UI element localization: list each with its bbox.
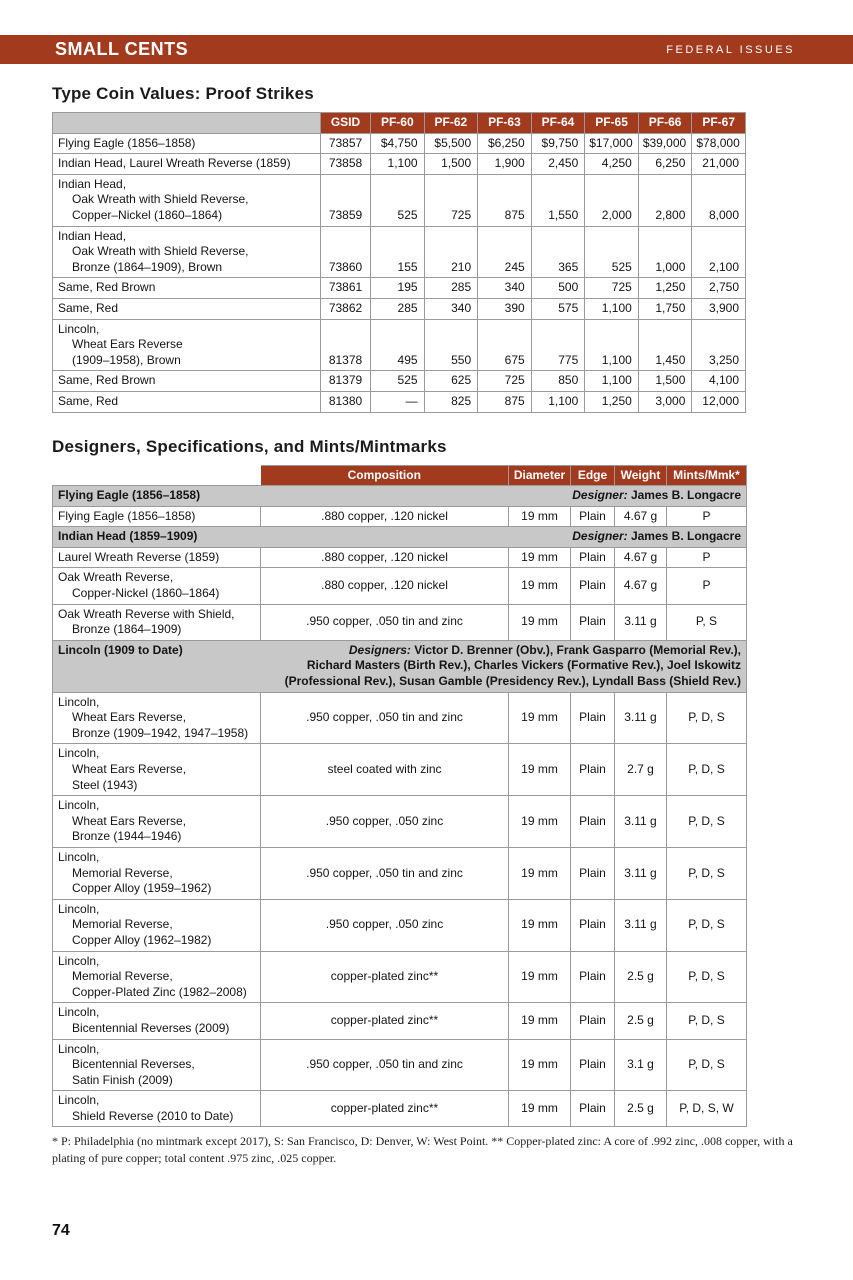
edge-cell: Plain — [571, 1091, 615, 1127]
edge-cell: Plain — [571, 692, 615, 744]
coin-name-line: Same, Red — [58, 393, 119, 408]
gsid-cell: 81378 — [321, 319, 371, 371]
value-cell: 3,000 — [638, 391, 692, 412]
coin-name-cell — [53, 692, 261, 744]
section-name: Indian Head (1859–1909) — [58, 529, 198, 544]
value-cell: 550 — [424, 319, 478, 371]
coin-name-line: Satin Finish (2009) — [72, 1072, 173, 1087]
diameter-cell: 19 mm — [509, 744, 571, 796]
value-cell: $6,250 — [478, 133, 532, 154]
weight-cell: 3.11 g — [615, 796, 667, 848]
value-cell: 6,250 — [638, 154, 692, 175]
designer-credit — [193, 643, 741, 690]
value-cell: 285 — [371, 298, 425, 319]
value-cell: 2,750 — [692, 278, 746, 299]
coin-name-line: Lincoln, — [58, 1005, 100, 1020]
mints-cell: P, D, S — [667, 951, 747, 1003]
composition-cell: .950 copper, .050 zinc — [261, 796, 509, 848]
coin-name-cell — [53, 951, 261, 1003]
diameter-cell: 19 mm — [509, 506, 571, 527]
coin-name-cell — [53, 506, 261, 527]
composition-cell: .880 copper, .120 nickel — [261, 506, 509, 527]
section-header-wrap — [58, 643, 741, 690]
edge-cell: Plain — [571, 899, 615, 951]
edge-cell: Plain — [571, 1003, 615, 1039]
weight-cell: 3.11 g — [615, 604, 667, 640]
value-cell: 495 — [371, 319, 425, 371]
proof-col-header: PF-64 — [531, 113, 585, 134]
table-row — [53, 371, 746, 392]
page-section-title: SMALL CENTS — [55, 39, 189, 59]
value-cell: 825 — [424, 391, 478, 412]
coin-name-cell — [53, 154, 321, 175]
section-header-wrap — [58, 529, 741, 545]
coin-name-cell — [53, 899, 261, 951]
coin-name-line: Steel (1943) — [72, 777, 138, 792]
mints-cell: P, D, S — [667, 744, 747, 796]
diameter-cell: 19 mm — [509, 1091, 571, 1127]
composition-cell: copper-plated zinc** — [261, 1003, 509, 1039]
proof-table-body — [53, 133, 746, 412]
value-cell: 390 — [478, 298, 532, 319]
coin-name-cell — [53, 568, 261, 604]
coin-name-line: Memorial Reverse, — [72, 969, 173, 984]
mints-cell: P, S — [667, 604, 747, 640]
edge-cell: Plain — [571, 604, 615, 640]
edge-cell: Plain — [571, 847, 615, 899]
proof-table-header-row — [53, 113, 746, 134]
coin-name-line: Copper-Plated Zinc (1982–2008) — [72, 984, 247, 999]
coin-name-line: Bronze (1864–1909), Brown — [72, 259, 223, 274]
value-cell: 850 — [531, 371, 585, 392]
value-cell: 500 — [531, 278, 585, 299]
coin-name-line: Oak Wreath Reverse, — [58, 570, 174, 585]
coin-name-cell — [53, 133, 321, 154]
edge-cell: Plain — [571, 547, 615, 568]
value-cell: 2,800 — [638, 174, 692, 226]
weight-cell: 3.11 g — [615, 692, 667, 744]
table-row — [53, 744, 747, 796]
mints-cell: P, D, S — [667, 847, 747, 899]
coin-name-line: Same, Red Brown — [58, 280, 156, 295]
value-cell: 1,750 — [638, 298, 692, 319]
value-cell: 1,250 — [638, 278, 692, 299]
mints-cell: P, D, S — [667, 692, 747, 744]
coin-name-cell — [53, 1091, 261, 1127]
coin-name-line: Copper Alloy (1959–1962) — [72, 881, 212, 896]
section-header-cell — [53, 486, 747, 507]
value-cell: 1,500 — [638, 371, 692, 392]
weight-cell: 2.7 g — [615, 744, 667, 796]
designer-credit — [210, 488, 741, 504]
spec-table-header-row — [53, 465, 747, 486]
coin-name-line: Wheat Ears Reverse, — [72, 813, 187, 828]
diameter-cell: 19 mm — [509, 1039, 571, 1091]
coin-name-line: Bronze (1864–1909) — [72, 622, 182, 637]
value-cell: 340 — [478, 278, 532, 299]
value-cell: 285 — [424, 278, 478, 299]
diameter-cell: 19 mm — [509, 547, 571, 568]
table-row — [53, 1003, 747, 1039]
table-row — [53, 1091, 747, 1127]
table-row — [53, 278, 746, 299]
weight-cell: 2.5 g — [615, 951, 667, 1003]
spec-blank-header — [53, 465, 261, 486]
value-cell: 525 — [371, 174, 425, 226]
value-cell: — — [371, 391, 425, 412]
coin-name-cell — [53, 174, 321, 226]
spec-table — [52, 465, 747, 1128]
coin-name-line: Shield Reverse (2010 to Date) — [72, 1108, 234, 1123]
coin-name-line: Indian Head, Laurel Wreath Reverse (1859) — [58, 156, 291, 171]
value-cell: 675 — [478, 319, 532, 371]
value-cell: 1,100 — [585, 319, 639, 371]
diameter-cell: 19 mm — [509, 951, 571, 1003]
coin-name-line: Same, Red Brown — [58, 373, 156, 388]
coin-name-cell — [53, 278, 321, 299]
spec-col-header: Composition — [261, 465, 509, 486]
coin-name-line: Oak Wreath with Shield Reverse, — [72, 244, 249, 259]
coin-name-cell — [53, 744, 261, 796]
value-cell: 875 — [478, 391, 532, 412]
weight-cell: 4.67 g — [615, 547, 667, 568]
coin-name-line: Copper Alloy (1962–1982) — [72, 932, 212, 947]
coin-name-cell — [53, 1003, 261, 1039]
value-cell: $5,500 — [424, 133, 478, 154]
spec-table-title: Designers, Specifications, and Mints/Mintmarks — [52, 436, 447, 456]
value-cell: 245 — [478, 226, 532, 278]
section-header-cell — [53, 640, 747, 692]
coin-name-line: Indian Head, — [58, 228, 127, 243]
proof-col-header: PF-63 — [478, 113, 532, 134]
gsid-cell: 73862 — [321, 298, 371, 319]
spec-table-body — [53, 486, 747, 1127]
proof-col-header: PF-60 — [371, 113, 425, 134]
coin-name-line: Bronze (1909–1942, 1947–1958) — [72, 725, 249, 740]
designer-credit-line: Richard Masters (Birth Rev.), Charles Vickers (Formative Rev.), Joel Iskowitz — [306, 658, 741, 673]
designer-credit — [207, 529, 741, 545]
coin-name-cell — [53, 604, 261, 640]
coin-name-cell — [53, 319, 321, 371]
designer-label: Designers: — [348, 642, 415, 657]
coin-name-line: Lincoln, — [58, 901, 100, 916]
composition-cell: copper-plated zinc** — [261, 951, 509, 1003]
composition-cell: .950 copper, .050 tin and zinc — [261, 1039, 509, 1091]
mints-cell: P, D, S — [667, 1003, 747, 1039]
value-cell: 1,550 — [531, 174, 585, 226]
table-row — [53, 298, 746, 319]
weight-cell: 3.11 g — [615, 899, 667, 951]
gsid-cell: 81379 — [321, 371, 371, 392]
value-cell: 365 — [531, 226, 585, 278]
spec-col-header: Weight — [615, 465, 667, 486]
mints-cell: P — [667, 506, 747, 527]
edge-cell: Plain — [571, 796, 615, 848]
value-cell: 155 — [371, 226, 425, 278]
value-cell: $9,750 — [531, 133, 585, 154]
proof-col-header: GSID — [321, 113, 371, 134]
composition-cell: .950 copper, .050 zinc — [261, 899, 509, 951]
value-cell: 1,100 — [585, 371, 639, 392]
coin-name-line: Wheat Ears Reverse, — [72, 710, 187, 725]
coin-name-line: Lincoln, — [58, 1093, 100, 1108]
diameter-cell: 19 mm — [509, 568, 571, 604]
section-name: Lincoln (1909 to Date) — [58, 642, 183, 657]
diameter-cell: 19 mm — [509, 604, 571, 640]
coin-name-line: Laurel Wreath Reverse (1859) — [58, 549, 220, 564]
value-cell: 575 — [531, 298, 585, 319]
coin-name-line: Copper–Nickel (1860–1864) — [72, 207, 223, 222]
weight-cell: 2.5 g — [615, 1091, 667, 1127]
edge-cell: Plain — [571, 506, 615, 527]
weight-cell: 4.67 g — [615, 568, 667, 604]
value-cell: 1,100 — [585, 298, 639, 319]
value-cell: 725 — [585, 278, 639, 299]
coin-name-line: Bicentennial Reverses, — [72, 1057, 195, 1072]
value-cell: 21,000 — [692, 154, 746, 175]
table-row — [53, 951, 747, 1003]
diameter-cell: 19 mm — [509, 692, 571, 744]
table-row — [53, 547, 747, 568]
spec-col-header: Edge — [571, 465, 615, 486]
value-cell: 12,000 — [692, 391, 746, 412]
value-cell: 525 — [585, 226, 639, 278]
table-row — [53, 692, 747, 744]
value-cell: 2,100 — [692, 226, 746, 278]
value-cell: 1,900 — [478, 154, 532, 175]
page-category-label: FEDERAL ISSUES — [666, 43, 795, 56]
proof-col-header: PF-67 — [692, 113, 746, 134]
coin-name-cell — [53, 298, 321, 319]
value-cell: $39,000 — [638, 133, 692, 154]
diameter-cell: 19 mm — [509, 899, 571, 951]
coin-name-line: Wheat Ears Reverse, — [72, 762, 187, 776]
weight-cell: 4.67 g — [615, 506, 667, 527]
mints-cell: P — [667, 568, 747, 604]
value-cell: 1,450 — [638, 319, 692, 371]
composition-cell: .880 copper, .120 nickel — [261, 568, 509, 604]
value-cell: 8,000 — [692, 174, 746, 226]
coin-name-line: Copper-Nickel (1860–1864) — [72, 586, 220, 601]
coin-name-line: Flying Eagle (1856–1858) — [58, 508, 196, 523]
value-cell: 875 — [478, 174, 532, 226]
gsid-cell: 81380 — [321, 391, 371, 412]
coin-name-cell — [53, 226, 321, 278]
table-row — [53, 174, 746, 226]
section-row — [53, 527, 747, 548]
coin-name-line: Memorial Reverse, — [72, 865, 173, 880]
coin-name-cell — [53, 1039, 261, 1091]
value-cell: 625 — [424, 371, 478, 392]
coin-name-line: Bicentennial Reverses (2009) — [72, 1020, 230, 1035]
proof-blank-header — [53, 113, 321, 134]
value-cell: 775 — [531, 319, 585, 371]
table-row — [53, 154, 746, 175]
coin-name-line: Lincoln, — [58, 321, 100, 336]
spec-col-header: Diameter — [509, 465, 571, 486]
proof-col-header: PF-66 — [638, 113, 692, 134]
value-cell: 3,900 — [692, 298, 746, 319]
value-cell: 340 — [424, 298, 478, 319]
proof-col-header: PF-62 — [424, 113, 478, 134]
footnote: * P: Philadelphia (no mintmark except 2017), S: San Francisco, D: Denver, W: West Point. ** Copper-plated zinc: A core of .992 zinc, .008 copper, with a plating of pure copper; total content .975 zinc, .025 copper. — [52, 1134, 793, 1165]
mints-cell: P, D, S, W — [667, 1091, 747, 1127]
value-cell: $17,000 — [585, 133, 639, 154]
composition-cell: copper-plated zinc** — [261, 1091, 509, 1127]
composition-cell: .950 copper, .050 tin and zinc — [261, 604, 509, 640]
value-cell: 4,250 — [585, 154, 639, 175]
spec-col-header: Mints/Mmk* — [667, 465, 747, 486]
diameter-cell: 19 mm — [509, 847, 571, 899]
coin-name-line: Oak Wreath with Shield Reverse, — [72, 192, 249, 207]
coin-name-line: Bronze (1944–1946) — [72, 829, 182, 844]
gsid-cell: 73858 — [321, 154, 371, 175]
section-header-cell — [53, 527, 747, 548]
table-row — [53, 568, 747, 604]
table-row — [53, 604, 747, 640]
page-content — [0, 84, 853, 1166]
coin-name-line: Memorial Reverse, — [72, 917, 173, 932]
value-cell: 525 — [371, 371, 425, 392]
composition-cell: .950 copper, .050 tin and zinc — [261, 847, 509, 899]
proof-col-header: PF-65 — [585, 113, 639, 134]
coin-name-cell — [53, 796, 261, 848]
table-row — [53, 899, 747, 951]
value-cell: 1,000 — [638, 226, 692, 278]
mints-cell: P, D, S — [667, 796, 747, 848]
value-cell: 725 — [478, 371, 532, 392]
table-row — [53, 226, 746, 278]
diameter-cell: 19 mm — [509, 796, 571, 848]
weight-cell: 2.5 g — [615, 1003, 667, 1039]
coin-name-line: Lincoln, — [58, 1041, 100, 1056]
mints-cell: P, D, S — [667, 899, 747, 951]
value-cell: 210 — [424, 226, 478, 278]
table-row — [53, 391, 746, 412]
coin-name-line: Lincoln, — [58, 746, 100, 761]
weight-cell: 3.1 g — [615, 1039, 667, 1091]
section-header-wrap — [58, 488, 741, 504]
value-cell: $78,000 — [692, 133, 746, 154]
gsid-cell: 73861 — [321, 278, 371, 299]
coin-name-line: Lincoln, — [58, 953, 100, 968]
coin-name-line: Oak Wreath Reverse with Shield, — [58, 606, 235, 621]
section-row — [53, 640, 747, 692]
page-number: 74 — [52, 1222, 70, 1239]
coin-name-line: Flying Eagle (1856–1858) — [58, 135, 196, 150]
coin-name-cell — [53, 847, 261, 899]
table-row — [53, 506, 747, 527]
designer-credit-line: (Professional Rev.), Susan Gamble (Presidency Rev.), Lyndall Bass (Shield Rev.) — [284, 674, 741, 689]
mints-cell: P — [667, 547, 747, 568]
mints-cell: P, D, S — [667, 1039, 747, 1091]
table-row — [53, 319, 746, 371]
value-cell: 2,000 — [585, 174, 639, 226]
table-row — [53, 133, 746, 154]
coin-name-line: Wheat Ears Reverse — [72, 337, 183, 352]
gsid-cell: 73860 — [321, 226, 371, 278]
designer-label: Designer: — [572, 488, 631, 503]
section-name: Flying Eagle (1856–1858) — [58, 488, 201, 503]
designer-credit-line: Designer: James B. Longacre — [572, 488, 741, 503]
designer-credit-line: Designers: Victor D. Brenner (Obv.), Frank Gasparro (Memorial Rev.), — [348, 642, 741, 657]
value-cell: 1,500 — [424, 154, 478, 175]
composition-cell: .950 copper, .050 tin and zinc — [261, 692, 509, 744]
proof-table — [52, 112, 746, 413]
designer-credit-line: Designer: James B. Longacre — [572, 529, 741, 544]
value-cell: 4,100 — [692, 371, 746, 392]
value-cell: 2,450 — [531, 154, 585, 175]
table-row — [53, 796, 747, 848]
edge-cell: Plain — [571, 1039, 615, 1091]
value-cell: 195 — [371, 278, 425, 299]
coin-name-cell — [53, 391, 321, 412]
table-row — [53, 847, 747, 899]
page-header-bar — [0, 35, 853, 64]
section-row — [53, 486, 747, 507]
edge-cell: Plain — [571, 951, 615, 1003]
value-cell: 725 — [424, 174, 478, 226]
edge-cell: Plain — [571, 744, 615, 796]
designer-label: Designer: — [572, 529, 631, 544]
coin-name-line: (1909–1958), Brown — [72, 352, 181, 367]
value-cell: $4,750 — [371, 133, 425, 154]
coin-name-line: Indian Head, — [58, 176, 127, 191]
coin-name-cell — [53, 547, 261, 568]
coin-name-line: Same, Red — [58, 300, 119, 315]
value-cell: 1,250 — [585, 391, 639, 412]
diameter-cell: 19 mm — [509, 1003, 571, 1039]
table-row — [53, 1039, 747, 1091]
coin-name-cell — [53, 371, 321, 392]
value-cell: 1,100 — [531, 391, 585, 412]
coin-name-line: Lincoln, — [58, 849, 100, 864]
value-cell: 3,250 — [692, 319, 746, 371]
value-cell: 1,100 — [371, 154, 425, 175]
coin-name-line: Lincoln, — [58, 798, 100, 813]
composition-cell: steel coated with zinc — [261, 744, 509, 796]
gsid-cell: 73859 — [321, 174, 371, 226]
coin-name-line: Lincoln, — [58, 694, 100, 709]
proof-table-title: Type Coin Values: Proof Strikes — [52, 84, 314, 103]
edge-cell: Plain — [571, 568, 615, 604]
composition-cell: .880 copper, .120 nickel — [261, 547, 509, 568]
gsid-cell: 73857 — [321, 133, 371, 154]
weight-cell: 3.11 g — [615, 847, 667, 899]
